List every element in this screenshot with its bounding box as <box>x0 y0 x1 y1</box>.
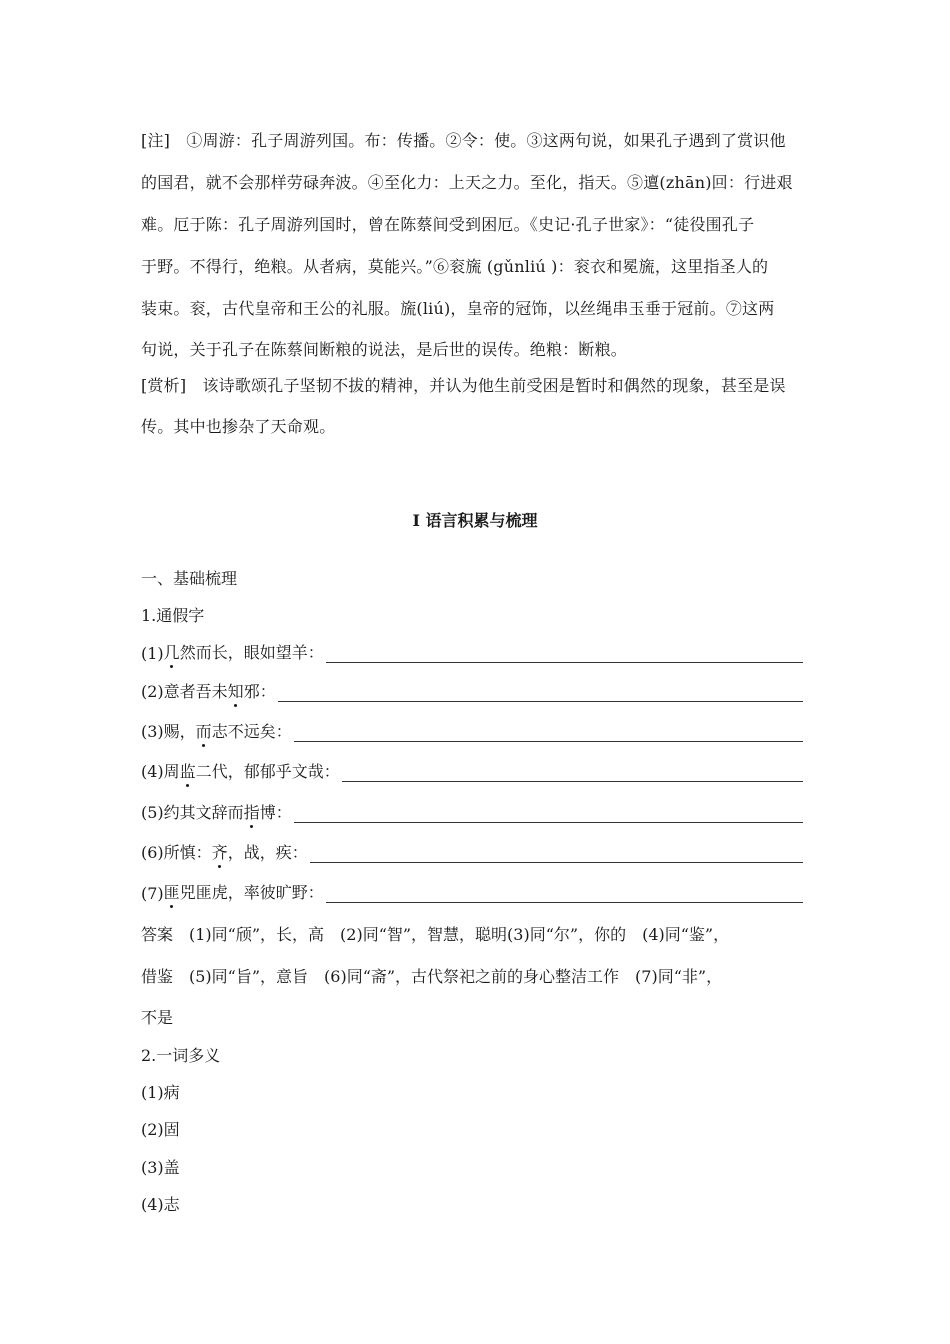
answer-blank[interactable] <box>342 767 803 782</box>
section-title: Ⅰ 语言积累与梳理 <box>412 511 538 530</box>
note-line: 难。厄于陈：孔子周游列国时，曾在陈蔡间受到困厄。《史记·孔子世家》：“徒役围孔子 <box>141 215 755 234</box>
fill-in-item: (3)赐， 而 志不远矣： <box>141 719 803 742</box>
answer-blank[interactable] <box>310 848 803 863</box>
note-line: 于野。不得行，绝粮。从者病，莫能兴。”⑥衮旒 (gǔnliú )：衮衣和冕旒，这里指圣人的 <box>141 257 769 276</box>
answer-blank[interactable] <box>326 648 803 663</box>
appreciation-line: 传。其中也掺杂了天命观。 <box>141 417 336 436</box>
emphasis-char: 匪 <box>164 880 180 903</box>
answer-line: 答案 (1)同“颀”，长，高 (2)同“智”，智慧，聪明(3)同“尔”，你的 (4)同“鉴”， <box>141 925 730 944</box>
polysemy-item: (2)固 <box>141 1120 180 1139</box>
fill-in-item: (4)周 监 二代，郁郁乎文哉： <box>141 759 803 782</box>
emphasis-char: 知 <box>228 679 244 702</box>
note-line: 句说，关于孔子在陈蔡间断粮的说法，是后世的误传。绝粮：断粮。 <box>141 340 628 359</box>
fill-in-item: (1) 几 然而长，眼如望羊： <box>141 640 803 663</box>
answer-line: 不是 <box>141 1008 174 1027</box>
answer-blank[interactable] <box>294 727 803 742</box>
appreciation-line: [赏析] 该诗歌颂孔子坚韧不拔的精神，并认为他生前受困是暂时和偶然的现象，甚至是误 <box>141 376 786 395</box>
emphasis-char: 几 <box>164 640 180 663</box>
answer-blank[interactable] <box>278 687 803 702</box>
answer-line: 借鉴 (5)同“旨”，意旨 (6)同“斋”，古代祭祀之前的身心整洁工作 (7)同“非”， <box>141 967 723 986</box>
polysemy-item: (4)志 <box>141 1195 180 1214</box>
answer-blank[interactable] <box>294 808 803 823</box>
fill-in-item: (5)约其文辞而 指 博： <box>141 800 803 823</box>
emphasis-char: 而 <box>196 719 212 742</box>
emphasis-char: 齐 <box>212 840 228 863</box>
note-line: [注] ①周游：孔子周游列国。布：传播。②令：使。③这两句说，如果孔子遇到了赏识他 <box>141 131 786 150</box>
emphasis-char: 指 <box>244 800 260 823</box>
note-line: 装束。衮，古代皇帝和王公的礼服。旒(liú)，皇帝的冠饰，以丝绳串玉垂于冠前。⑦这两 <box>141 299 775 318</box>
part-one-title: 一、基础梳理 <box>141 569 238 588</box>
emphasis-char: 监 <box>180 759 196 782</box>
fill-in-item: (6)所慎： 齐 ，战，疾： <box>141 840 803 863</box>
note-line: 的国君，就不会那样劳碌奔波。④至化力：上天之力。至化，指天。⑤邅(zhān)回：行进艰 <box>141 173 793 192</box>
polysemy-item: (1)病 <box>141 1083 180 1102</box>
polysemy-item: (3)盖 <box>141 1158 180 1177</box>
fill-in-item: (2)意者吾未 知 邪： <box>141 679 803 702</box>
answer-blank[interactable] <box>326 888 803 903</box>
fill-in-item: (7) 匪 兕匪虎，率彼旷野： <box>141 880 803 903</box>
subsection-title: 1.通假字 <box>141 606 205 625</box>
subsection-title: 2.一词多义 <box>141 1046 221 1065</box>
